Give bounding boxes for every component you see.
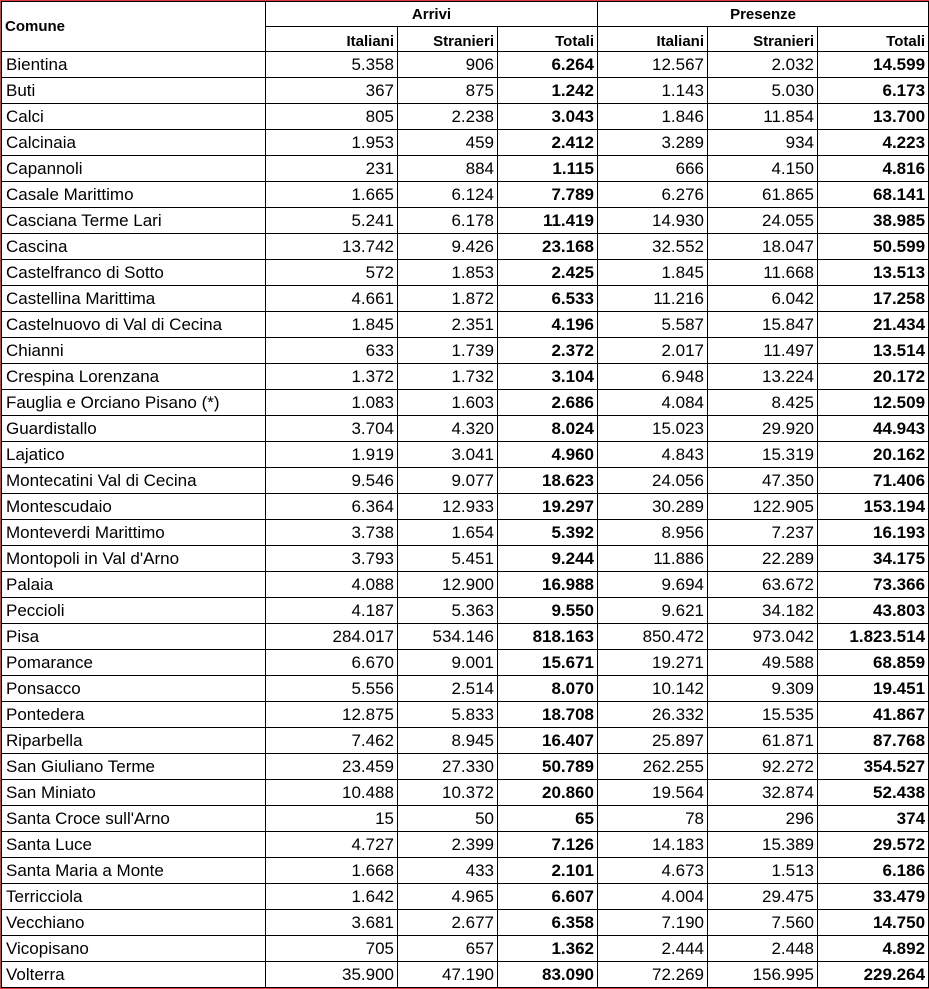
cell-presenze-stranieri[interactable]: 2.448	[708, 936, 818, 962]
cell-comune[interactable]: Crespina Lorenzana	[2, 364, 266, 390]
cell-comune[interactable]: Vicopisano	[2, 936, 266, 962]
cell-arrivi-stranieri[interactable]: 5.833	[398, 702, 498, 728]
cell-arrivi-italiani[interactable]: 4.088	[266, 572, 398, 598]
cell-presenze-totali[interactable]: 41.867	[818, 702, 929, 728]
cell-arrivi-italiani[interactable]: 231	[266, 156, 398, 182]
table-row	[2, 182, 929, 208]
cell-arrivi-totali[interactable]: 2.686	[498, 390, 598, 416]
cell-comune[interactable]: Calcinaia	[2, 130, 266, 156]
cell-arrivi-stranieri[interactable]: 906	[398, 52, 498, 78]
table-row	[2, 780, 929, 806]
table-row	[2, 390, 929, 416]
cell-arrivi-stranieri[interactable]: 12.900	[398, 572, 498, 598]
cell-arrivi-italiani[interactable]: 7.462	[266, 728, 398, 754]
cell-arrivi-italiani[interactable]: 5.241	[266, 208, 398, 234]
cell-arrivi-stranieri[interactable]: 9.077	[398, 468, 498, 494]
cell-arrivi-stranieri[interactable]: 9.001	[398, 650, 498, 676]
cell-arrivi-stranieri[interactable]: 875	[398, 78, 498, 104]
table-row	[2, 104, 929, 130]
cell-presenze-italiani[interactable]: 2.444	[598, 936, 708, 962]
cell-presenze-italiani[interactable]: 14.930	[598, 208, 708, 234]
cell-arrivi-italiani[interactable]: 805	[266, 104, 398, 130]
cell-presenze-stranieri[interactable]: 92.272	[708, 754, 818, 780]
cell-comune[interactable]: Monteverdi Marittimo	[2, 520, 266, 546]
cell-presenze-italiani[interactable]: 11.886	[598, 546, 708, 572]
cell-arrivi-italiani[interactable]: 10.488	[266, 780, 398, 806]
cell-arrivi-stranieri[interactable]: 1.853	[398, 260, 498, 286]
cell-arrivi-italiani[interactable]: 705	[266, 936, 398, 962]
cell-presenze-stranieri[interactable]: 7.237	[708, 520, 818, 546]
cell-arrivi-totali[interactable]: 2.425	[498, 260, 598, 286]
cell-presenze-stranieri[interactable]: 49.588	[708, 650, 818, 676]
cell-arrivi-italiani[interactable]: 9.546	[266, 468, 398, 494]
cell-presenze-italiani[interactable]: 19.564	[598, 780, 708, 806]
cell-presenze-italiani[interactable]: 26.332	[598, 702, 708, 728]
cell-comune[interactable]: Casale Marittimo	[2, 182, 266, 208]
cell-presenze-totali[interactable]: 33.479	[818, 884, 929, 910]
cell-arrivi-italiani[interactable]: 367	[266, 78, 398, 104]
header-presenze-totali[interactable]: Totali	[818, 27, 929, 52]
cell-arrivi-totali[interactable]: 7.789	[498, 182, 598, 208]
table-row	[2, 208, 929, 234]
cell-arrivi-totali[interactable]: 16.988	[498, 572, 598, 598]
cell-presenze-italiani[interactable]: 6.276	[598, 182, 708, 208]
cell-arrivi-stranieri[interactable]: 1.872	[398, 286, 498, 312]
cell-presenze-stranieri[interactable]: 15.847	[708, 312, 818, 338]
table-row	[2, 78, 929, 104]
cell-presenze-totali[interactable]: 20.162	[818, 442, 929, 468]
header-arrivi-italiani[interactable]: Italiani	[266, 27, 398, 52]
cell-presenze-stranieri[interactable]: 2.032	[708, 52, 818, 78]
cell-presenze-italiani[interactable]: 25.897	[598, 728, 708, 754]
cell-arrivi-italiani[interactable]: 13.742	[266, 234, 398, 260]
cell-arrivi-totali[interactable]: 2.101	[498, 858, 598, 884]
cell-presenze-totali[interactable]: 4.816	[818, 156, 929, 182]
cell-arrivi-italiani[interactable]: 35.900	[266, 962, 398, 988]
table-row	[2, 754, 929, 780]
cell-presenze-stranieri[interactable]: 32.874	[708, 780, 818, 806]
cell-presenze-stranieri[interactable]: 934	[708, 130, 818, 156]
cell-comune[interactable]: Lajatico	[2, 442, 266, 468]
cell-presenze-stranieri[interactable]: 15.389	[708, 832, 818, 858]
cell-presenze-italiani[interactable]: 2.017	[598, 338, 708, 364]
cell-arrivi-totali[interactable]: 6.264	[498, 52, 598, 78]
cell-presenze-totali[interactable]: 4.892	[818, 936, 929, 962]
cell-arrivi-italiani[interactable]: 1.845	[266, 312, 398, 338]
cell-presenze-italiani[interactable]: 262.255	[598, 754, 708, 780]
cell-presenze-italiani[interactable]: 19.271	[598, 650, 708, 676]
cell-arrivi-totali[interactable]: 6.607	[498, 884, 598, 910]
cell-arrivi-totali[interactable]: 8.024	[498, 416, 598, 442]
cell-arrivi-italiani[interactable]: 4.727	[266, 832, 398, 858]
cell-arrivi-stranieri[interactable]: 4.320	[398, 416, 498, 442]
cell-presenze-italiani[interactable]: 78	[598, 806, 708, 832]
cell-arrivi-italiani[interactable]: 1.083	[266, 390, 398, 416]
cell-comune[interactable]: San Giuliano Terme	[2, 754, 266, 780]
cell-arrivi-totali[interactable]: 2.372	[498, 338, 598, 364]
cell-presenze-italiani[interactable]: 4.084	[598, 390, 708, 416]
cell-presenze-stranieri[interactable]: 1.513	[708, 858, 818, 884]
cell-arrivi-totali[interactable]: 83.090	[498, 962, 598, 988]
cell-arrivi-totali[interactable]: 23.168	[498, 234, 598, 260]
cell-presenze-stranieri[interactable]: 34.182	[708, 598, 818, 624]
cell-arrivi-stranieri[interactable]: 5.363	[398, 598, 498, 624]
cell-presenze-stranieri[interactable]: 7.560	[708, 910, 818, 936]
cell-presenze-italiani[interactable]: 4.673	[598, 858, 708, 884]
cell-presenze-stranieri[interactable]: 4.150	[708, 156, 818, 182]
table-row	[2, 494, 929, 520]
cell-comune[interactable]: Montopoli in Val d'Arno	[2, 546, 266, 572]
cell-arrivi-stranieri[interactable]: 27.330	[398, 754, 498, 780]
cell-presenze-stranieri[interactable]: 24.055	[708, 208, 818, 234]
cell-arrivi-stranieri[interactable]: 1.739	[398, 338, 498, 364]
cell-arrivi-totali[interactable]: 9.244	[498, 546, 598, 572]
cell-presenze-italiani[interactable]: 5.587	[598, 312, 708, 338]
table-row	[2, 520, 929, 546]
cell-comune[interactable]: Santa Croce sull'Arno	[2, 806, 266, 832]
cell-presenze-totali[interactable]: 14.599	[818, 52, 929, 78]
cell-arrivi-totali[interactable]: 18.708	[498, 702, 598, 728]
cell-presenze-totali[interactable]: 6.173	[818, 78, 929, 104]
cell-presenze-italiani[interactable]: 7.190	[598, 910, 708, 936]
cell-presenze-stranieri[interactable]: 47.350	[708, 468, 818, 494]
cell-arrivi-totali[interactable]: 818.163	[498, 624, 598, 650]
cell-presenze-italiani[interactable]: 12.567	[598, 52, 708, 78]
cell-arrivi-italiani[interactable]: 23.459	[266, 754, 398, 780]
cell-arrivi-stranieri[interactable]: 459	[398, 130, 498, 156]
cell-arrivi-italiani[interactable]: 633	[266, 338, 398, 364]
cell-arrivi-totali[interactable]: 1.242	[498, 78, 598, 104]
table-row	[2, 416, 929, 442]
cell-comune[interactable]: Riparbella	[2, 728, 266, 754]
cell-arrivi-stranieri[interactable]: 2.399	[398, 832, 498, 858]
cell-presenze-italiani[interactable]: 8.956	[598, 520, 708, 546]
table-row	[2, 260, 929, 286]
cell-comune[interactable]: Terricciola	[2, 884, 266, 910]
cell-arrivi-totali[interactable]: 1.362	[498, 936, 598, 962]
cell-arrivi-stranieri[interactable]: 6.178	[398, 208, 498, 234]
cell-arrivi-italiani[interactable]: 3.793	[266, 546, 398, 572]
cell-comune[interactable]: Santa Luce	[2, 832, 266, 858]
cell-comune[interactable]: Pontedera	[2, 702, 266, 728]
table-row	[2, 598, 929, 624]
cell-presenze-totali[interactable]: 43.803	[818, 598, 929, 624]
table-row	[2, 702, 929, 728]
cell-presenze-italiani[interactable]: 11.216	[598, 286, 708, 312]
table-row	[2, 910, 929, 936]
table-row	[2, 364, 929, 390]
cell-arrivi-italiani[interactable]: 6.670	[266, 650, 398, 676]
cell-arrivi-totali[interactable]: 7.126	[498, 832, 598, 858]
cell-presenze-stranieri[interactable]: 29.920	[708, 416, 818, 442]
cell-presenze-italiani[interactable]: 1.846	[598, 104, 708, 130]
cell-arrivi-stranieri[interactable]: 12.933	[398, 494, 498, 520]
cell-arrivi-italiani[interactable]: 284.017	[266, 624, 398, 650]
cell-arrivi-stranieri[interactable]: 4.965	[398, 884, 498, 910]
cell-presenze-totali[interactable]: 13.514	[818, 338, 929, 364]
cell-presenze-totali[interactable]: 50.599	[818, 234, 929, 260]
cell-arrivi-italiani[interactable]: 1.919	[266, 442, 398, 468]
cell-comune[interactable]: Fauglia e Orciano Pisano (*)	[2, 390, 266, 416]
cell-comune[interactable]: Capannoli	[2, 156, 266, 182]
cell-arrivi-totali[interactable]: 6.358	[498, 910, 598, 936]
cell-arrivi-italiani[interactable]: 5.358	[266, 52, 398, 78]
cell-arrivi-totali[interactable]: 16.407	[498, 728, 598, 754]
cell-presenze-italiani[interactable]: 850.472	[598, 624, 708, 650]
cell-comune[interactable]: Ponsacco	[2, 676, 266, 702]
table-row	[2, 676, 929, 702]
cell-arrivi-stranieri[interactable]: 2.238	[398, 104, 498, 130]
cell-arrivi-totali[interactable]: 18.623	[498, 468, 598, 494]
cell-presenze-stranieri[interactable]: 61.871	[708, 728, 818, 754]
cell-presenze-stranieri[interactable]: 156.995	[708, 962, 818, 988]
cell-arrivi-stranieri[interactable]: 534.146	[398, 624, 498, 650]
cell-presenze-stranieri[interactable]: 973.042	[708, 624, 818, 650]
cell-arrivi-stranieri[interactable]: 657	[398, 936, 498, 962]
cell-arrivi-totali[interactable]: 2.412	[498, 130, 598, 156]
table-row	[2, 442, 929, 468]
cell-arrivi-totali[interactable]: 11.419	[498, 208, 598, 234]
cell-arrivi-italiani[interactable]: 3.704	[266, 416, 398, 442]
header-comune[interactable]: Comune	[2, 2, 266, 52]
cell-presenze-italiani[interactable]: 14.183	[598, 832, 708, 858]
header-presenze[interactable]: Presenze	[598, 2, 929, 27]
cell-arrivi-stranieri[interactable]: 2.677	[398, 910, 498, 936]
cell-arrivi-totali[interactable]: 9.550	[498, 598, 598, 624]
cell-presenze-italiani[interactable]: 24.056	[598, 468, 708, 494]
cell-arrivi-stranieri[interactable]: 5.451	[398, 546, 498, 572]
table-row	[2, 286, 929, 312]
cell-arrivi-totali[interactable]: 6.533	[498, 286, 598, 312]
table-row	[2, 650, 929, 676]
cell-arrivi-totali[interactable]: 15.671	[498, 650, 598, 676]
cell-presenze-totali[interactable]: 1.823.514	[818, 624, 929, 650]
cell-presenze-totali[interactable]: 68.141	[818, 182, 929, 208]
cell-arrivi-italiani[interactable]: 4.187	[266, 598, 398, 624]
header-presenze-italiani[interactable]: Italiani	[598, 27, 708, 52]
table-row	[2, 572, 929, 598]
table-row	[2, 858, 929, 884]
cell-comune[interactable]: Castellina Marittima	[2, 286, 266, 312]
cell-presenze-totali[interactable]: 6.186	[818, 858, 929, 884]
table-row	[2, 832, 929, 858]
cell-arrivi-stranieri[interactable]: 1.603	[398, 390, 498, 416]
cell-comune[interactable]: Calci	[2, 104, 266, 130]
cell-arrivi-totali[interactable]: 19.297	[498, 494, 598, 520]
cell-presenze-italiani[interactable]: 9.621	[598, 598, 708, 624]
cell-arrivi-stranieri[interactable]: 433	[398, 858, 498, 884]
cell-comune[interactable]: Pisa	[2, 624, 266, 650]
cell-arrivi-totali[interactable]: 50.789	[498, 754, 598, 780]
cell-presenze-totali[interactable]: 44.943	[818, 416, 929, 442]
cell-presenze-totali[interactable]: 38.985	[818, 208, 929, 234]
cell-arrivi-italiani[interactable]: 572	[266, 260, 398, 286]
cell-comune[interactable]: Montescudaio	[2, 494, 266, 520]
cell-arrivi-stranieri[interactable]: 884	[398, 156, 498, 182]
cell-arrivi-stranieri[interactable]: 9.426	[398, 234, 498, 260]
cell-arrivi-italiani[interactable]: 1.642	[266, 884, 398, 910]
cell-comune[interactable]: Bientina	[2, 52, 266, 78]
cell-arrivi-stranieri[interactable]: 1.732	[398, 364, 498, 390]
cell-arrivi-stranieri[interactable]: 1.654	[398, 520, 498, 546]
cell-presenze-stranieri[interactable]: 13.224	[708, 364, 818, 390]
table-row	[2, 546, 929, 572]
cell-presenze-totali[interactable]: 20.172	[818, 364, 929, 390]
cell-arrivi-stranieri[interactable]: 6.124	[398, 182, 498, 208]
cell-comune[interactable]: Montecatini Val di Cecina	[2, 468, 266, 494]
cell-arrivi-italiani[interactable]: 15	[266, 806, 398, 832]
table-row	[2, 962, 929, 988]
cell-arrivi-totali[interactable]: 1.115	[498, 156, 598, 182]
cell-arrivi-stranieri[interactable]: 8.945	[398, 728, 498, 754]
cell-arrivi-totali[interactable]: 3.043	[498, 104, 598, 130]
cell-presenze-totali[interactable]: 34.175	[818, 546, 929, 572]
cell-presenze-totali[interactable]: 21.434	[818, 312, 929, 338]
cell-comune[interactable]: San Miniato	[2, 780, 266, 806]
cell-presenze-totali[interactable]: 17.258	[818, 286, 929, 312]
cell-arrivi-italiani[interactable]: 4.661	[266, 286, 398, 312]
cell-presenze-italiani[interactable]: 3.289	[598, 130, 708, 156]
cell-presenze-italiani[interactable]: 30.289	[598, 494, 708, 520]
tourism-table	[1, 1, 929, 988]
cell-presenze-italiani[interactable]: 10.142	[598, 676, 708, 702]
cell-presenze-totali[interactable]: 16.193	[818, 520, 929, 546]
cell-comune[interactable]: Volterra	[2, 962, 266, 988]
cell-arrivi-italiani[interactable]: 6.364	[266, 494, 398, 520]
cell-presenze-totali[interactable]: 229.264	[818, 962, 929, 988]
cell-arrivi-stranieri[interactable]: 10.372	[398, 780, 498, 806]
cell-presenze-italiani[interactable]: 666	[598, 156, 708, 182]
cell-presenze-stranieri[interactable]: 11.668	[708, 260, 818, 286]
cell-presenze-totali[interactable]: 13.513	[818, 260, 929, 286]
cell-presenze-stranieri[interactable]: 6.042	[708, 286, 818, 312]
cell-comune[interactable]: Guardistallo	[2, 416, 266, 442]
cell-arrivi-stranieri[interactable]: 2.351	[398, 312, 498, 338]
header-arrivi[interactable]: Arrivi	[266, 2, 598, 27]
cell-comune[interactable]: Palaia	[2, 572, 266, 598]
cell-comune[interactable]: Vecchiano	[2, 910, 266, 936]
cell-presenze-italiani[interactable]: 4.843	[598, 442, 708, 468]
cell-comune[interactable]: Casciana Terme Lari	[2, 208, 266, 234]
cell-presenze-stranieri[interactable]: 122.905	[708, 494, 818, 520]
cell-presenze-totali[interactable]: 12.509	[818, 390, 929, 416]
table-row	[2, 338, 929, 364]
cell-presenze-stranieri[interactable]: 8.425	[708, 390, 818, 416]
table-row	[2, 624, 929, 650]
cell-arrivi-italiani[interactable]: 3.738	[266, 520, 398, 546]
cell-presenze-totali[interactable]: 153.194	[818, 494, 929, 520]
cell-arrivi-italiani[interactable]: 1.665	[266, 182, 398, 208]
cell-arrivi-stranieri[interactable]: 50	[398, 806, 498, 832]
cell-comune[interactable]: Santa Maria a Monte	[2, 858, 266, 884]
cell-comune[interactable]: Cascina	[2, 234, 266, 260]
cell-presenze-stranieri[interactable]: 63.672	[708, 572, 818, 598]
cell-presenze-stranieri[interactable]: 15.535	[708, 702, 818, 728]
cell-presenze-stranieri[interactable]: 11.854	[708, 104, 818, 130]
cell-comune[interactable]: Castelfranco di Sotto	[2, 260, 266, 286]
cell-presenze-italiani[interactable]: 4.004	[598, 884, 708, 910]
cell-presenze-totali[interactable]: 354.527	[818, 754, 929, 780]
cell-presenze-totali[interactable]: 52.438	[818, 780, 929, 806]
cell-presenze-stranieri[interactable]: 18.047	[708, 234, 818, 260]
cell-presenze-stranieri[interactable]: 296	[708, 806, 818, 832]
table-row	[2, 130, 929, 156]
cell-arrivi-totali[interactable]: 8.070	[498, 676, 598, 702]
cell-arrivi-italiani[interactable]: 1.953	[266, 130, 398, 156]
cell-arrivi-totali[interactable]: 5.392	[498, 520, 598, 546]
cell-presenze-italiani[interactable]: 72.269	[598, 962, 708, 988]
cell-arrivi-totali[interactable]: 3.104	[498, 364, 598, 390]
table-body	[2, 52, 929, 988]
cell-presenze-totali[interactable]: 71.406	[818, 468, 929, 494]
cell-arrivi-italiani[interactable]: 12.875	[266, 702, 398, 728]
cell-arrivi-italiani[interactable]: 5.556	[266, 676, 398, 702]
cell-comune[interactable]: Castelnuovo di Val di Cecina	[2, 312, 266, 338]
cell-presenze-totali[interactable]: 14.750	[818, 910, 929, 936]
cell-presenze-stranieri[interactable]: 61.865	[708, 182, 818, 208]
cell-comune[interactable]: Chianni	[2, 338, 266, 364]
cell-presenze-italiani[interactable]: 6.948	[598, 364, 708, 390]
table-row	[2, 728, 929, 754]
cell-presenze-italiani[interactable]: 9.694	[598, 572, 708, 598]
cell-presenze-italiani[interactable]: 1.845	[598, 260, 708, 286]
cell-comune[interactable]: Peccioli	[2, 598, 266, 624]
cell-presenze-totali[interactable]: 4.223	[818, 130, 929, 156]
cell-presenze-stranieri[interactable]: 15.319	[708, 442, 818, 468]
cell-arrivi-totali[interactable]: 20.860	[498, 780, 598, 806]
table-row	[2, 312, 929, 338]
cell-presenze-italiani[interactable]: 15.023	[598, 416, 708, 442]
cell-comune[interactable]: Pomarance	[2, 650, 266, 676]
cell-arrivi-totali[interactable]: 4.196	[498, 312, 598, 338]
cell-presenze-totali[interactable]: 73.366	[818, 572, 929, 598]
table-row	[2, 52, 929, 78]
table-row	[2, 806, 929, 832]
table-row	[2, 936, 929, 962]
header-arrivi-stranieri[interactable]: Stranieri	[398, 27, 498, 52]
table-row	[2, 156, 929, 182]
cell-presenze-stranieri[interactable]: 29.475	[708, 884, 818, 910]
header-presenze-stranieri[interactable]: Stranieri	[708, 27, 818, 52]
header-arrivi-totali[interactable]: Totali	[498, 27, 598, 52]
table-row	[2, 234, 929, 260]
cell-presenze-italiani[interactable]: 32.552	[598, 234, 708, 260]
cell-arrivi-italiani[interactable]: 3.681	[266, 910, 398, 936]
cell-presenze-totali[interactable]: 87.768	[818, 728, 929, 754]
cell-presenze-stranieri[interactable]: 5.030	[708, 78, 818, 104]
cell-presenze-totali[interactable]: 68.859	[818, 650, 929, 676]
cell-presenze-italiani[interactable]: 1.143	[598, 78, 708, 104]
table-row	[2, 884, 929, 910]
cell-arrivi-italiani[interactable]: 1.372	[266, 364, 398, 390]
cell-arrivi-italiani[interactable]: 1.668	[266, 858, 398, 884]
cell-presenze-stranieri[interactable]: 11.497	[708, 338, 818, 364]
cell-arrivi-totali[interactable]: 65	[498, 806, 598, 832]
cell-arrivi-totali[interactable]: 4.960	[498, 442, 598, 468]
cell-presenze-totali[interactable]: 374	[818, 806, 929, 832]
cell-presenze-totali[interactable]: 13.700	[818, 104, 929, 130]
cell-comune[interactable]: Buti	[2, 78, 266, 104]
cell-presenze-stranieri[interactable]: 22.289	[708, 546, 818, 572]
cell-arrivi-stranieri[interactable]: 47.190	[398, 962, 498, 988]
cell-presenze-totali[interactable]: 19.451	[818, 676, 929, 702]
cell-arrivi-stranieri[interactable]: 3.041	[398, 442, 498, 468]
cell-presenze-stranieri[interactable]: 9.309	[708, 676, 818, 702]
cell-presenze-totali[interactable]: 29.572	[818, 832, 929, 858]
cell-arrivi-stranieri[interactable]: 2.514	[398, 676, 498, 702]
table-row	[2, 468, 929, 494]
